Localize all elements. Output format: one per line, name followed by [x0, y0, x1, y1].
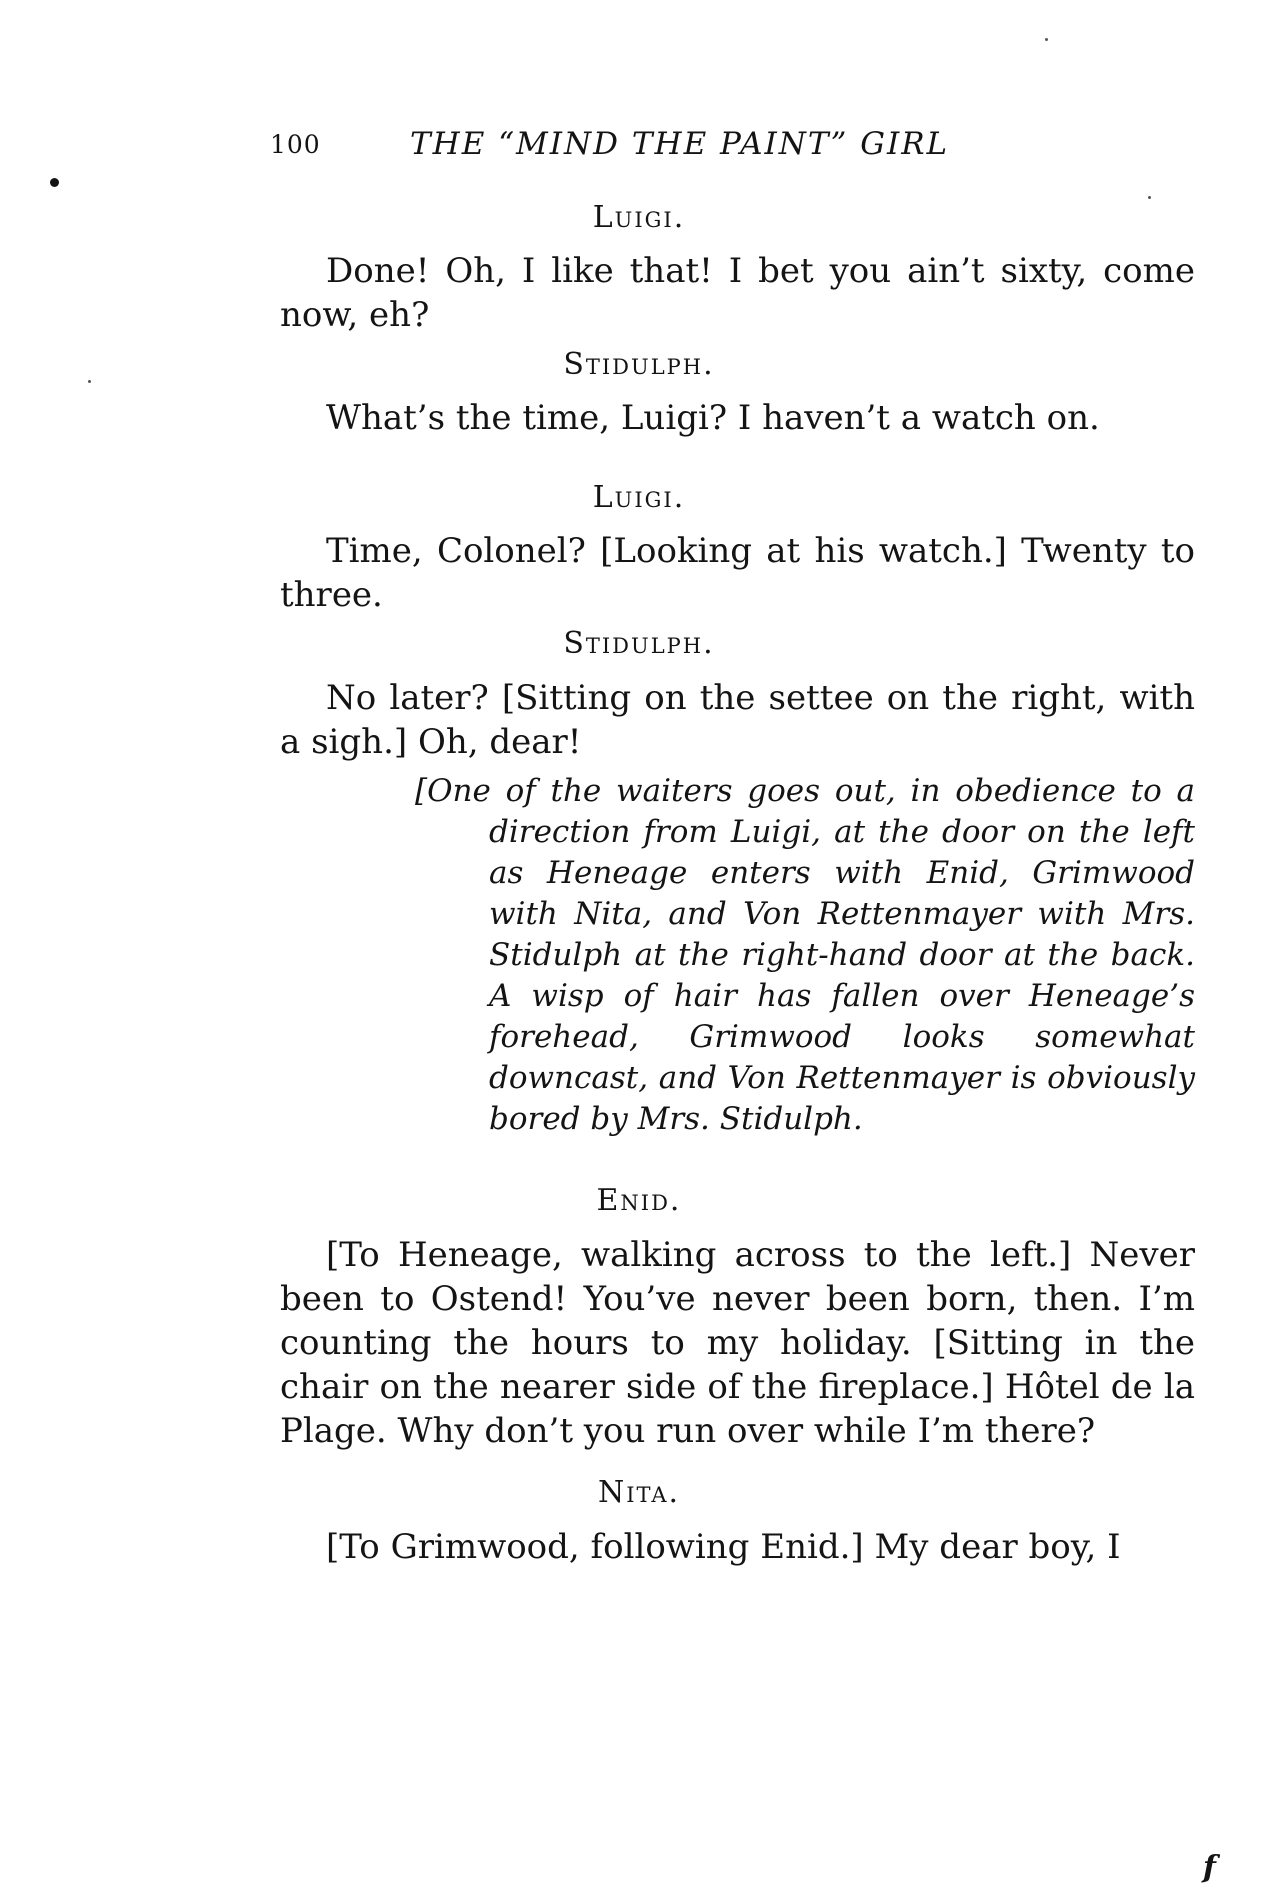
- speck: [1045, 38, 1048, 41]
- dialogue-line: What’s the time, Luigi? I haven’t a watch on.: [326, 398, 1100, 438]
- dialogue-line: Time, Colonel? [Looking at his watch.] Twenty to three.: [280, 531, 1195, 615]
- dialogue-line: Done! Oh, I like that! I bet you ain’t sixty, come now, eh?: [280, 251, 1195, 335]
- page-mark: f: [1203, 1850, 1216, 1885]
- speaker-name: Enid.: [596, 1183, 682, 1218]
- page-number: 100: [270, 130, 321, 159]
- stage-direction: [One of the waiters goes out, in obedience to a direction from Luigi, at the door on the left as Heneage enters with Enid, Grimwood with Nita, and Von Rettenmayer with Mrs. Stidulph at the right-hand door at the back. A wisp of hair has fallen over Heneage’s forehead, Grimwood looks somewhat downcast, and Von Rettenmayer is obviously bored by Mrs. Stidulph.: [415, 773, 1195, 1137]
- dialogue-line: [To Heneage, walking across to the left.] Never been to Ostend! You’ve never been born, then. I’m counting the hours to my holiday. [Sitting in the chair on the nearer side of the fireplace.] Hôtel de la Plage. Why don’t you run over while I’m there?: [280, 1235, 1195, 1451]
- dialogue-line: [To Grimwood, following Enid.] My dear boy, I: [326, 1527, 1121, 1567]
- speaker-name: Luigi.: [592, 200, 686, 235]
- dialogue-line: No later? [Sitting on the settee on the right, with a sigh.] Oh, dear!: [280, 678, 1195, 762]
- speck: [1148, 196, 1151, 199]
- speaker-name: Stidulph.: [563, 626, 715, 661]
- running-title: THE “MIND THE PAINT” GIRL: [410, 126, 950, 162]
- page-header: [270, 126, 1020, 166]
- speaker-name: Stidulph.: [563, 347, 715, 382]
- margin-dot: [50, 178, 59, 187]
- speaker-name: Nita.: [597, 1475, 681, 1510]
- speaker-name: Luigi.: [592, 480, 686, 515]
